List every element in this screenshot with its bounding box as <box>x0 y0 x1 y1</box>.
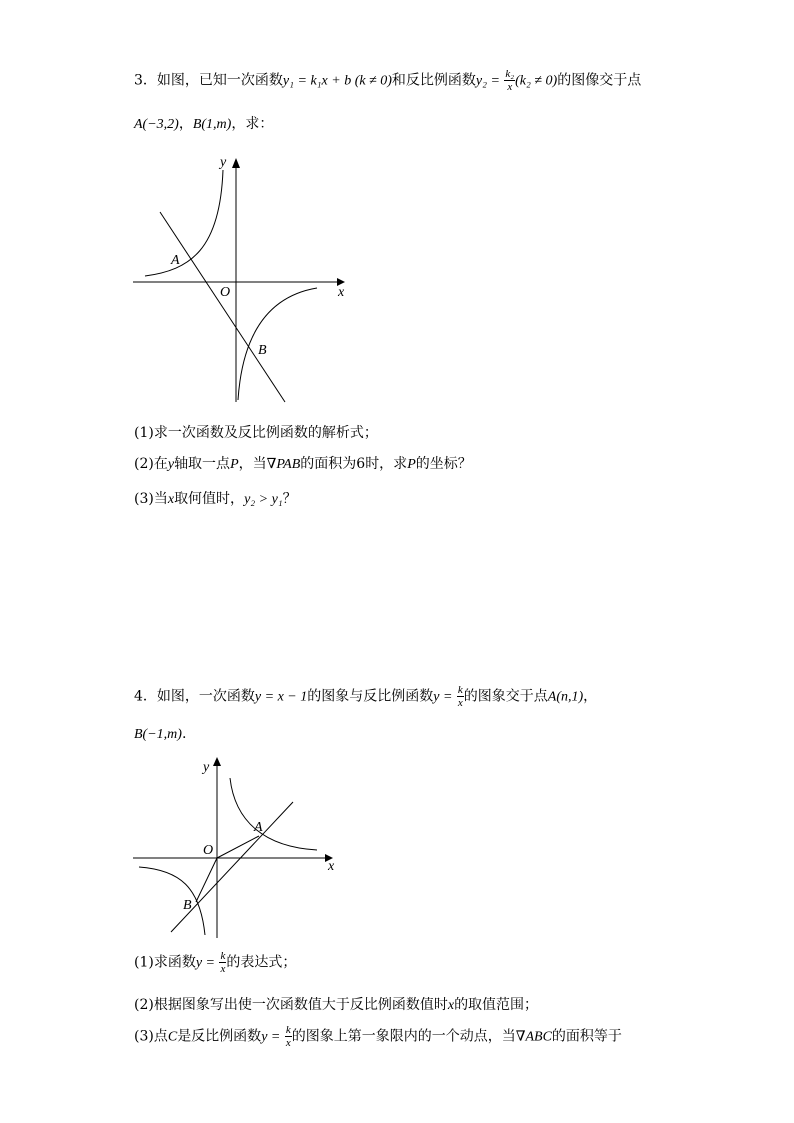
q4-number: 4． <box>134 688 157 705</box>
q4-frac-num: k <box>457 684 463 696</box>
q3-sub2 <box>134 453 472 473</box>
q4-graph <box>125 752 355 942</box>
q4-hyperbola-right <box>230 778 317 850</box>
q4-sub3-a: (3)点 <box>134 1028 168 1045</box>
q3-point-b: B(1,m) <box>192 117 232 132</box>
q4-sub2-x: x <box>447 998 455 1013</box>
q3-inverse-cond: (k₂ ≠ 0) <box>515 73 558 89</box>
q3-ask: ，求： <box>231 116 274 132</box>
q4-sep: ， <box>583 688 598 705</box>
q3-sub3-b: 取何值时， <box>174 491 245 507</box>
q3-label-o: O <box>220 285 231 300</box>
q4-points-line <box>134 726 186 743</box>
q3-frac-num: k₂ <box>505 68 515 80</box>
q3-sub3 <box>134 488 297 508</box>
q4-sub3-c: C <box>167 1029 178 1045</box>
q4-label-y: y <box>203 760 210 775</box>
q3-sub1 <box>134 422 378 442</box>
q3-sub2-f: 的坐标？ <box>415 456 472 472</box>
q3-sub2-c: ，当 <box>238 456 267 472</box>
q3-graph <box>125 150 355 410</box>
q3-sub2-p: P <box>230 457 239 472</box>
q4-sub3-num: k <box>285 1024 291 1036</box>
q4-label-a: A <box>254 820 263 835</box>
q4-intro-a: 如图，一次函数 <box>156 688 255 705</box>
q4-sub3-triangle: ∇ABC <box>515 1029 552 1045</box>
q4-sub2-b: 的取值范围； <box>454 997 539 1013</box>
q4-inverse-fraction <box>457 684 464 709</box>
q3-sep: ， <box>178 116 193 132</box>
q3-sub3-inequality: y₂ > y₁ <box>244 492 283 507</box>
q3-intro-c: 的图像交于点 <box>557 72 642 89</box>
q4-intro-b: 的图象与反比例函数 <box>307 688 434 705</box>
q4-sub2 <box>134 994 538 1014</box>
q4-sub1-num: k <box>220 950 226 962</box>
q3-sub2-e: 时，求 <box>365 456 408 472</box>
q4-end: . <box>181 726 187 742</box>
q3-sub2-y: y <box>167 457 175 472</box>
q4-sub3-d: 的图象上第一象限内的一个动点，当 <box>291 1028 516 1045</box>
q4-sub1-a: (1)求函数 <box>134 954 196 971</box>
q3-y-arrow <box>232 158 240 168</box>
q3-sub1-text: (1)求一次函数及反比例函数的解析式； <box>134 425 378 441</box>
q4-sub3 <box>134 1024 622 1049</box>
q3-sub2-triangle: ∇PAB <box>266 457 301 472</box>
q4-sub1 <box>134 950 296 975</box>
q3-sub2-a: (2)在 <box>134 456 168 472</box>
q4-point-a: A(n,1) <box>547 689 584 705</box>
q3-intro-a: 如图，已知一次函数 <box>156 72 283 89</box>
q3-sub2-area: 6 <box>356 456 366 472</box>
q3-inverse-fraction <box>504 68 515 93</box>
q4-sub2-a: (2)根据图象写出使一次函数值大于反比例函数值时 <box>134 997 448 1013</box>
q4-sub1-den: x <box>220 963 226 975</box>
q3-intro-b: 和反比例函数 <box>391 72 476 89</box>
q4-sub3-fraction <box>285 1024 292 1049</box>
q3-intro-line <box>134 68 641 93</box>
q4-hyperbola-left <box>139 867 205 935</box>
q4-sub3-b: 是反比例函数 <box>177 1028 262 1045</box>
q3-linear-line <box>160 212 285 402</box>
q3-label-y: y <box>220 155 227 170</box>
q3-hyperbola-right <box>238 288 317 400</box>
q4-segment-oa <box>217 836 259 858</box>
q3-point-a: A(−3,2) <box>134 117 179 132</box>
q4-sub3-lhs: y = <box>261 1029 281 1045</box>
q4-intro-line <box>134 684 597 709</box>
q3-label-x: x <box>338 285 345 300</box>
q3-sub2-p2: P <box>407 457 416 472</box>
q4-y-arrow <box>213 757 221 766</box>
q3-hyperbola-left <box>145 170 223 276</box>
q4-sub1-lhs: y = <box>195 955 216 971</box>
q4-label-x: x <box>328 859 335 874</box>
q3-inverse-lhs: y₂ = <box>475 73 500 89</box>
q4-sub3-den: x <box>285 1037 291 1049</box>
q4-segment-ob <box>196 858 217 902</box>
q3-number: 3． <box>134 72 157 89</box>
q3-label-b: B <box>258 343 267 358</box>
q4-linear-formula: y = x − 1 <box>254 689 308 705</box>
q4-intro-c: 的图象交于点 <box>463 688 548 705</box>
q3-sub3-x: x <box>167 492 175 507</box>
q3-sub2-d: 的面积为 <box>300 456 357 472</box>
q3-points-line <box>134 113 273 133</box>
q4-point-b: B(−1,m) <box>134 727 182 742</box>
q4-sub1-b: 的表达式； <box>226 954 297 971</box>
q3-sub3-a: (3)当 <box>134 491 168 507</box>
q3-linear-formula: y₁ = k₁x + b (k ≠ 0) <box>282 73 392 89</box>
q3-sub2-b: 轴取一点 <box>174 456 231 472</box>
q4-inverse-lhs: y = <box>433 689 453 705</box>
q3-sub3-c: ？ <box>282 491 297 507</box>
q3-frac-den: x <box>507 81 513 93</box>
q4-label-o: O <box>203 843 214 858</box>
q4-sub3-e: 的面积等于 <box>551 1028 622 1045</box>
q4-frac-den: x <box>457 697 463 709</box>
q3-label-a: A <box>171 253 180 268</box>
q4-label-b: B <box>183 898 192 913</box>
